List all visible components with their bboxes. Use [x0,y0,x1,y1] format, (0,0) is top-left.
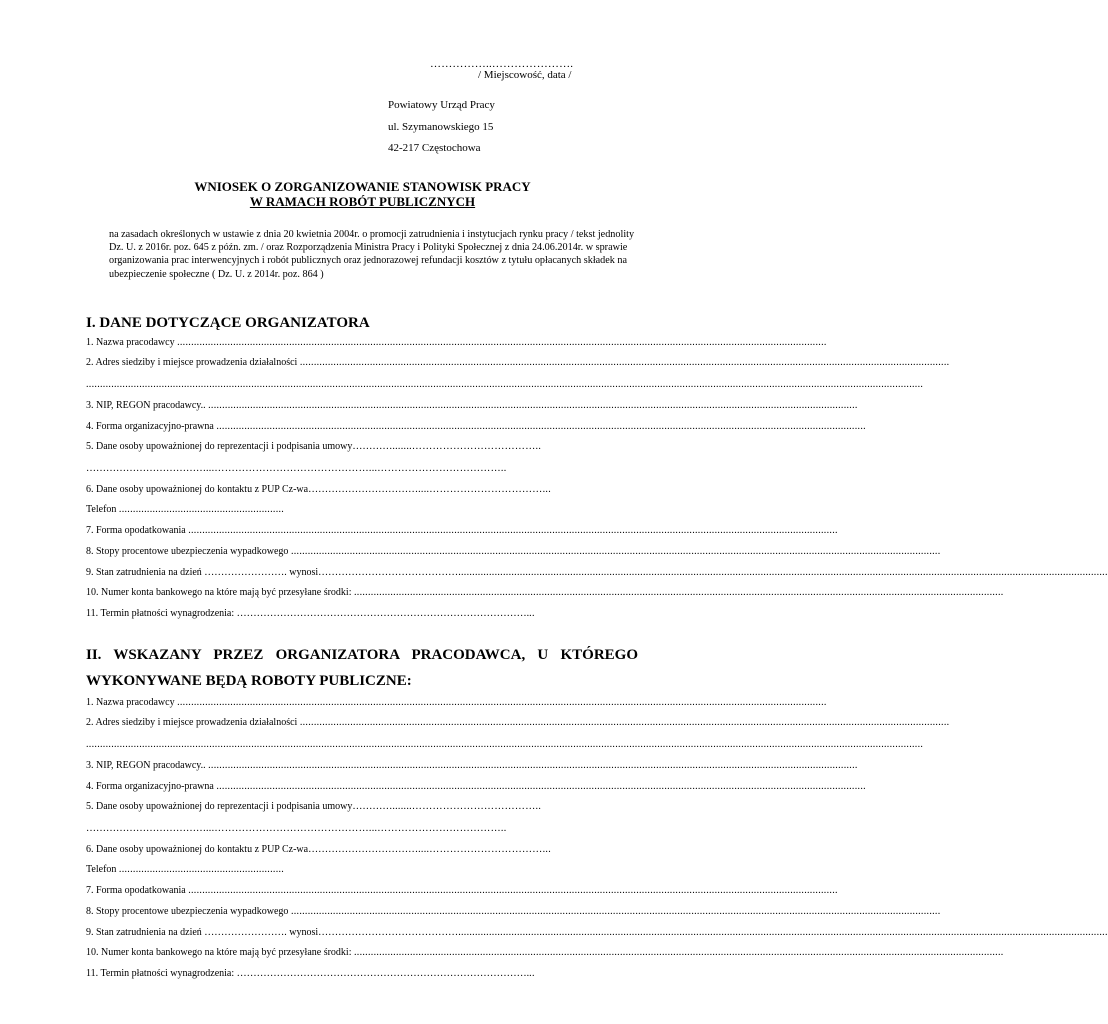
form-field-row[interactable] [86,524,838,538]
field-fill-line[interactable]: .. [529,968,535,979]
form-field-row[interactable] [86,356,950,370]
form-field-row[interactable] [86,462,636,476]
form-field-row[interactable] [86,696,827,710]
field-label: 2. Adres siedziby i miejsce prowadzenia działalności [86,357,300,368]
section1-heading: I. DANE DOTYCZĄCE ORGANIZATORA [86,315,370,331]
field-label: Telefon [86,864,119,875]
form-field-row[interactable] [86,967,636,981]
form-field-row[interactable] [86,822,636,836]
field-fill-line[interactable]: ........................................................................................................................................................................................................................................................................................................... [86,379,924,390]
form-field-row[interactable] [86,586,1004,600]
field-fill-line[interactable]: ........................................................................................................................................................................................................................................ [458,567,1108,578]
field-fill-line[interactable]: ........................................................................................................................................................................................................................................ [177,697,827,708]
field-fill-line[interactable]: ........................................................................................................................................................................................................................................ [188,885,838,896]
field-label: 8. Stopy procentowe ubezpieczenia wypadkowego [86,906,291,917]
section2-heading: II. WSKAZANY PRZEZ ORGANIZATORA PRACODAWCA, U KTÓREGO WYKONYWANE BĘDĄ ROBOTY PUBLICZNE: [86,647,638,689]
form-field-row[interactable] [86,378,924,392]
field-fill-line[interactable]: ...………………………………………...……………………………….. [206,823,507,834]
field-label: 1. Nazwa pracodawcy [86,337,178,348]
field-fill-line[interactable]: ........................................................................................................................................................................................................................................ [188,525,838,536]
field-fill-line[interactable]: ........................................................... [118,504,285,515]
form-field-row[interactable] [86,800,636,814]
form-field-row[interactable] [86,336,827,350]
form-field-row[interactable] [86,926,1108,940]
field-label: 11. Termin płatności wynagrodzenia: ……………………………………………………………………………. [86,608,530,619]
form-field-row[interactable] [86,946,1004,960]
field-label: 11. Termin płatności wynagrodzenia: ……………………………………………………………………………. [86,968,530,979]
field-label: 4. Forma organizacyjno-prawna [86,421,217,432]
form-field-row[interactable] [86,905,941,919]
field-label: 3. NIP, REGON pracodawcy.. [86,760,209,771]
field-label: 10. Numer konta bankowego na które mają być przesyłane środki: [86,947,354,958]
form-field-row[interactable] [86,545,941,559]
field-fill-line[interactable]: ........................................................... [118,864,285,875]
form-field-row[interactable] [86,566,1108,580]
field-label: 7. Forma opodatkowania [86,525,189,536]
place-date-field: ……………..…………………. [430,58,574,70]
office-city: 42-217 Częstochowa [388,142,481,154]
field-label: 3. NIP, REGON pracodawcy.. [86,400,209,411]
field-fill-line[interactable]: ....……………………………... [418,844,551,855]
office-name: Powiatowy Urząd Pracy [388,99,495,111]
field-label: Telefon [86,504,119,515]
field-fill-line[interactable]: ........................................................................................................................................................................................................................................................................................................... [86,739,924,750]
field-fill-line[interactable]: ...………………………………………...……………………………….. [206,463,507,474]
place-date-label: / Miejscowość, data / [478,69,572,81]
field-fill-line[interactable]: ........................................................................................................................................................................................................................................ [216,421,866,432]
field-label: 9. Stan zatrudnienia na dzień ……………………. wynosi…………………………………… [86,567,459,578]
form-field-row[interactable] [86,420,866,434]
form-field-row[interactable] [86,483,636,497]
form-field-row[interactable] [86,503,326,517]
field-fill-line[interactable]: ........................................................................................................................................................................................................................................ [353,947,1004,958]
form-field-row[interactable] [86,884,838,898]
field-fill-line[interactable]: ........................................................................................................................................................................................................................................ [177,337,827,348]
form-field-row[interactable] [86,759,858,773]
document-title-line1: WNIOSEK O ZORGANIZOWANIE STANOWISK PRACY [194,179,531,194]
field-label: 5. Dane osoby upoważnionej do reprezentacji i podpisania umowy………… [86,441,393,452]
field-fill-line[interactable]: ........................................................................................................................................................................................................................................ [290,906,941,917]
field-fill-line[interactable]: .......……………………………….. [392,801,542,812]
field-fill-line[interactable]: ....……………………………... [418,484,551,495]
form-field-row[interactable] [86,843,636,857]
field-label: ……………………………… [86,463,206,474]
field-label: 9. Stan zatrudnienia na dzień ……………………. wynosi…………………………………… [86,927,459,938]
field-label: 6. Dane osoby upoważnionej do kontaktu z PUP Cz-wa…………………………… [86,844,419,855]
field-fill-line[interactable]: ........................................................................................................................................................................................................................................ [290,546,941,557]
field-fill-line[interactable]: ........................................................................................................................................................................................................................................ [458,927,1108,938]
form-field-row[interactable] [86,607,636,621]
form-field-row[interactable] [86,780,866,794]
form-field-row[interactable] [86,440,636,454]
document-title-line2: W RAMACH ROBÓT PUBLICZNYCH [249,194,476,209]
field-label: ……………………………… [86,823,206,834]
form-field-row[interactable] [86,738,924,752]
field-label: 2. Adres siedziby i miejsce prowadzenia działalności [86,717,300,728]
field-label: 8. Stopy procentowe ubezpieczenia wypadkowego [86,546,291,557]
legal-basis-paragraph: na zasadach określonych w ustawie z dnia 20 kwietnia 2004r. o promocji zatrudnienia i instytucjach rynku pracy / tekst jednolity Dz. U. z 2016r. poz. 645 z późn. zm. / oraz Rozporządzenia Ministra Pracy i Polityki Społecznej z dnia 24.06.2014r. w sprawie organizowania prac interwencyjnych i robót publicznych oraz jednorazowej refundacji kosztów z tytułu opłacanych składek na ubezpieczenie społeczne ( Dz. U. z 2014r. poz. 864 ) [109,229,635,280]
field-label: 10. Numer konta bankowego na które mają być przesyłane środki: [86,587,354,598]
office-street: ul. Szymanowskiego 15 [388,121,494,133]
field-label: 7. Forma opodatkowania [86,885,189,896]
form-field-row[interactable] [86,716,950,730]
field-fill-line[interactable]: .. [529,608,535,619]
field-label: 5. Dane osoby upoważnionej do reprezentacji i podpisania umowy………… [86,801,393,812]
form-field-row[interactable] [86,863,326,877]
field-fill-line[interactable]: ........................................................................................................................................................................................................................................ [353,587,1004,598]
field-label: 1. Nazwa pracodawcy [86,697,178,708]
field-fill-line[interactable]: .......……………………………….. [392,441,542,452]
field-label: 4. Forma organizacyjno-prawna [86,781,217,792]
form-field-row[interactable] [86,399,858,413]
field-fill-line[interactable]: ........................................................................................................................................................................................................................................ [216,781,866,792]
field-label: 6. Dane osoby upoważnionej do kontaktu z PUP Cz-wa…………………………… [86,484,419,495]
field-fill-line[interactable]: ........................................................................................................................................................................................................................................ [208,760,858,771]
field-fill-line[interactable]: ........................................................................................................................................................................................................................................ [299,357,950,368]
field-fill-line[interactable]: ........................................................................................................................................................................................................................................ [299,717,950,728]
field-fill-line[interactable]: ........................................................................................................................................................................................................................................ [208,400,858,411]
